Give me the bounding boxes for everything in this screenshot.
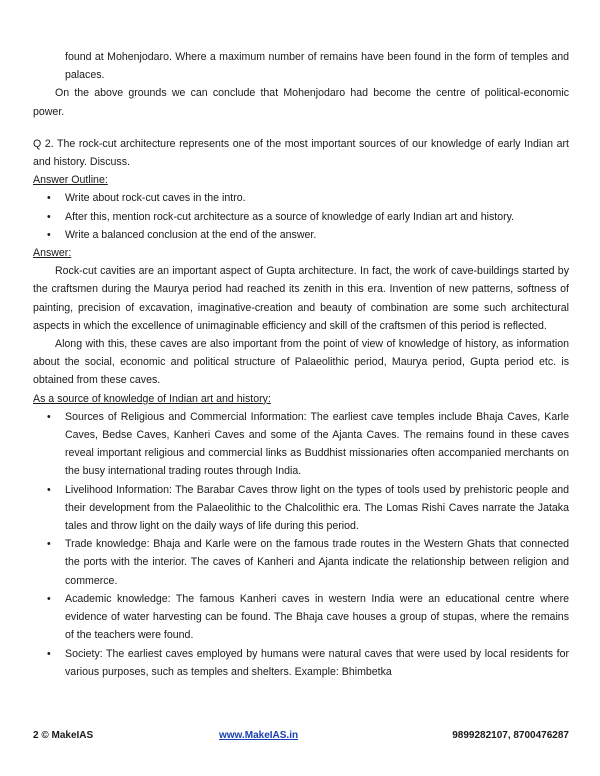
answer-paragraph-2: Along with this, these caves are also important from the point of view of knowledge of history, as information about the social, economic and political structure of Palaeolithic period, Maurya period, Gupta period etc. is obtained from these caves. xyxy=(33,338,569,387)
previous-conclusion: On the above grounds we can conclude that Mohenjodaro had become the centre of political-economic power. xyxy=(33,87,569,118)
bullet-icon: • xyxy=(47,483,51,496)
bullet-icon: • xyxy=(47,647,51,660)
bullet-icon: • xyxy=(47,228,51,241)
bullet-icon: • xyxy=(47,592,51,605)
answer-paragraph-1: Rock-cut cavities are an important aspect of Gupta architecture. In fact, the work of cave-buildings started by the craftsmen during the Maurya period had reached its zenith in this era. Invention of new patterns, softness of painting, precision of excavation, imaginative-creation and beauty of combination are some such architectural aspects in which the excellence of unimaginable efficiency and skill of the craftsmen of this period is reflected. xyxy=(33,265,569,332)
bullet-icon: • xyxy=(47,410,51,423)
outline-item-text: Write about rock-cut caves in the intro. xyxy=(65,192,246,205)
source-points-list xyxy=(33,408,569,681)
page-footer xyxy=(33,730,569,746)
list-item xyxy=(33,645,569,681)
bullet-icon: • xyxy=(47,192,51,205)
point-text: Trade knowledge: Bhaja and Karle were on the famous trade routes in the Western Ghats that connected the ports with the interior. The caves of Kanheri and Ajanta indicate the relationship between religion and commerce. xyxy=(65,538,569,587)
contact-phones: 9899282107, 8700476287 xyxy=(452,730,569,741)
list-item xyxy=(33,535,569,590)
list-item xyxy=(33,481,569,536)
list-item xyxy=(33,189,569,207)
previous-bullet-tail: found at Mohenjodaro. Where a maximum number of remains have been found in the form of temples and palaces. xyxy=(65,51,569,82)
outline-heading: Answer Outline: xyxy=(33,174,108,187)
list-item xyxy=(33,590,569,645)
answer-heading: Answer: xyxy=(33,247,72,260)
outline-item-text: After this, mention rock-cut architecture as a source of knowledge of early Indian art and history. xyxy=(65,210,515,223)
page-number: 2 © MakeIAS xyxy=(33,730,94,741)
outline-item-text: Write a balanced conclusion at the end of the answer. xyxy=(65,228,317,241)
outline-list xyxy=(33,189,569,244)
point-text: Sources of Religious and Commercial Information: The earliest cave temples include Bhaja Caves, Karle Caves, Bedse Caves, Kanheri Caves and some of the Ajanta Caves. The remains found in these caves reveal important religious and commercial links as Buddhist missionaries often accompanied merchants on the busy international trading routes through India. xyxy=(65,410,569,478)
list-item xyxy=(33,226,569,244)
bullet-icon: • xyxy=(47,210,51,223)
list-item xyxy=(33,208,569,226)
point-text: Society: The earliest caves employed by humans were natural caves that were used by local residents for various purposes, such as temples and shelters. Example: Bhimbetka xyxy=(65,647,569,678)
source-heading: As a source of knowledge of Indian art and history: xyxy=(33,392,271,405)
website-link[interactable]: www.MakeIAS.in xyxy=(219,730,299,741)
bullet-icon: • xyxy=(47,538,51,551)
page-content xyxy=(33,48,569,681)
list-item xyxy=(33,408,569,481)
point-text: Academic knowledge: The famous Kanheri caves in western India were an educational centre where evidence of water harvesting can be found. The Bhaja cave houses a group of stupas, where the remains of the teachers were found. xyxy=(65,592,569,642)
point-text: Livelihood Information: The Barabar Caves throw light on the types of tools used by prehistoric people and their development from the Palaeolithic to the Chalcolithic era. The Lomas Rishi Caves narrate the Jataka tales and throw light on the daily ways of life during this period. xyxy=(65,483,569,533)
question-text: Q 2. The rock-cut architecture represents one of the most important sources of our knowledge of early Indian art and history. Discuss. xyxy=(33,137,569,169)
